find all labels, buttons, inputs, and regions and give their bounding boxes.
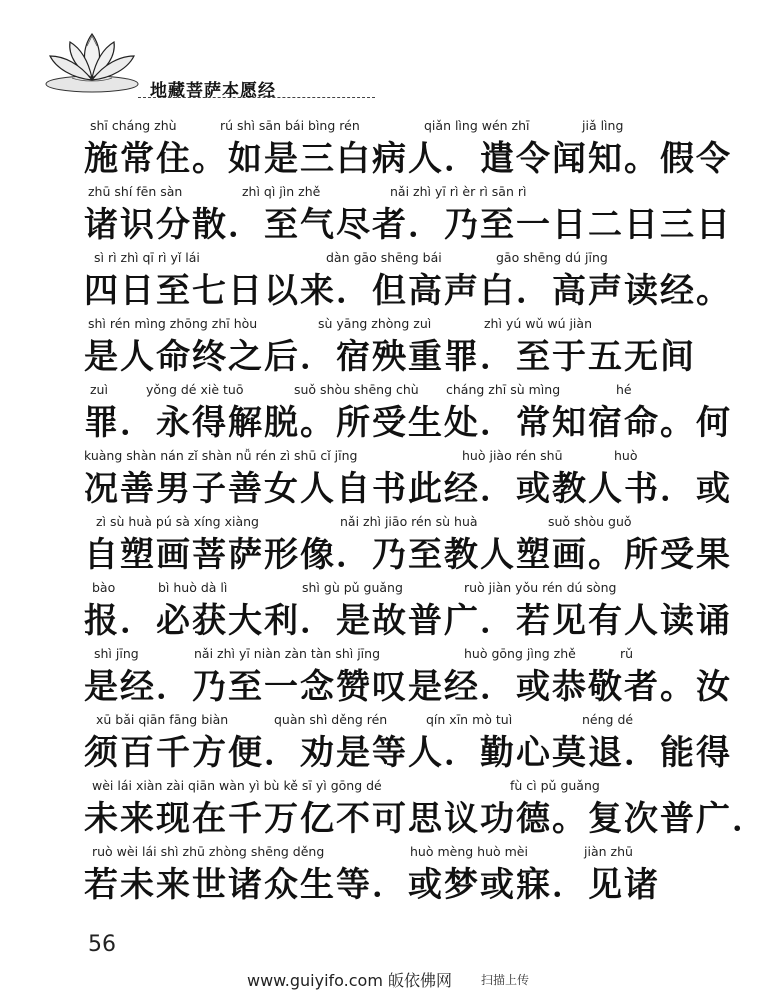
pinyin-group: zhū shí fēn sàn: [88, 184, 183, 199]
scripture-text: 未来现在千万亿不可思议功德。复次普广．: [84, 799, 768, 839]
pinyin-row: [84, 118, 644, 136]
pinyin-group: qín xīn mò tuì: [426, 712, 513, 727]
page-number: 56: [88, 932, 116, 957]
pinyin-group: bì huò dà lì: [158, 580, 228, 595]
scripture-text: 况善男子善女人自书此经．或教人书．或: [84, 469, 732, 509]
lotus-icon: [42, 26, 142, 96]
pinyin-group: nǎi zhì yī rì èr rì sān rì: [390, 184, 527, 199]
pinyin-row: [84, 712, 644, 730]
scripture-text: 是经．乃至一念赞叹是经．或恭敬者。汝: [84, 667, 732, 707]
scripture-text: 自塑画菩萨形像．乃至教人塑画。所受果: [84, 535, 732, 575]
pinyin-row: [84, 646, 644, 664]
pinyin-row: [84, 316, 644, 334]
pinyin-row: [84, 250, 644, 268]
scripture-text: 是人命终之后．宿殃重罪．至于五无间: [84, 337, 696, 377]
pinyin-group: zhì yú wǔ wú jiàn: [484, 316, 592, 331]
pinyin-row: [84, 580, 644, 598]
pinyin-group: ruò wèi lái shì zhū zhòng shēng děng: [92, 844, 325, 859]
text-line-7: [84, 514, 732, 580]
pinyin-group: suǒ shòu guǒ: [548, 514, 632, 529]
text-line-5: [84, 382, 732, 448]
pinyin-group: rǔ: [620, 646, 634, 661]
text-line-4: [84, 316, 696, 382]
pinyin-row: [84, 448, 644, 466]
pinyin-group: ruò jiàn yǒu rén dú sòng: [464, 580, 617, 595]
pinyin-group: kuàng shàn nán zǐ shàn nǚ rén zì shū cǐ jīng: [84, 448, 358, 463]
pinyin-group: shì gù pǔ guǎng: [302, 580, 403, 595]
pinyin-group: nǎi zhì yī niàn zàn tàn shì jīng: [194, 646, 381, 661]
pinyin-group: dàn gāo shēng bái: [326, 250, 442, 265]
pinyin-group: nǎi zhì jiāo rén sù huà: [340, 514, 478, 529]
text-line-2: [84, 184, 732, 250]
pinyin-group: hé: [616, 382, 632, 397]
scripture-text: 报．必获大利．是故普广．若见有人读诵: [84, 601, 732, 641]
pinyin-group: gāo shēng dú jīng: [496, 250, 608, 265]
text-line-6: [84, 448, 732, 514]
pinyin-group: suǒ shòu shēng chù: [294, 382, 419, 397]
scripture-text: 若未来世诸众生等．或梦或寐．见诸: [84, 865, 660, 905]
footer-website: www.guiyifo.com 皈依佛网: [247, 971, 453, 990]
scripture-text: 施常住。如是三白病人．遣令闻知。假令: [84, 139, 732, 179]
pinyin-group: néng dé: [582, 712, 634, 727]
pinyin-group: sù yāng zhòng zuì: [318, 316, 432, 331]
pinyin-group: zì sù huà pú sà xíng xiàng: [96, 514, 259, 529]
pinyin-group: bào: [92, 580, 116, 595]
text-line-9: [84, 646, 732, 712]
pinyin-group: rú shì sān bái bìng rén: [220, 118, 360, 133]
pinyin-group: qiǎn lìng wén zhī: [424, 118, 530, 133]
footer-note: 扫描上传: [481, 973, 530, 987]
text-line-11: [84, 778, 768, 844]
pinyin-group: sì rì zhì qī rì yǐ lái: [94, 250, 200, 265]
pinyin-group: huò: [614, 448, 638, 463]
text-line-8: [84, 580, 732, 646]
scripture-text: 须百千方便．劝是等人．勤心莫退．能得: [84, 733, 732, 773]
text-line-10: [84, 712, 732, 778]
pinyin-group: shī cháng zhù: [90, 118, 177, 133]
text-line-3: [84, 250, 732, 316]
pinyin-group: jiǎ lìng: [582, 118, 624, 133]
pinyin-row: [84, 844, 644, 862]
pinyin-group: zhì qì jìn zhě: [242, 184, 321, 199]
title-divider: [138, 97, 375, 98]
pinyin-group: jiàn zhū: [584, 844, 633, 859]
pinyin-group: quàn shì děng rén: [274, 712, 388, 727]
pinyin-group: huò jiào rén shū: [462, 448, 563, 463]
pinyin-group: fù cì pǔ guǎng: [510, 778, 600, 793]
pinyin-group: cháng zhī sù mìng: [446, 382, 561, 397]
pinyin-group: huò gōng jìng zhě: [464, 646, 576, 661]
pinyin-group: wèi lái xiàn zài qiān wàn yì bù kě sī yì gōng dé: [92, 778, 382, 793]
pinyin-group: shì rén mìng zhōng zhī hòu: [88, 316, 258, 331]
scripture-text: 罪．永得解脱。所受生处．常知宿命。何: [84, 403, 732, 443]
pinyin-group: shì jīng: [94, 646, 139, 661]
pinyin-row: [84, 778, 644, 796]
pinyin-group: zuì: [90, 382, 108, 397]
book-title: 地藏菩萨本愿经: [150, 81, 276, 101]
pinyin-group: huò mèng huò mèi: [410, 844, 528, 859]
pinyin-group: xū bǎi qiān fāng biàn: [96, 712, 229, 727]
pinyin-group: yǒng dé xiè tuō: [146, 382, 244, 397]
text-line-1: [84, 118, 732, 184]
scripture-text: 四日至七日以来．但高声白．高声读经。: [84, 271, 732, 311]
text-line-12: [84, 844, 660, 910]
pinyin-row: [84, 184, 644, 202]
pinyin-row: [84, 382, 644, 400]
scripture-text: 诸识分散．至气尽者．乃至一日二日三日: [84, 205, 732, 245]
pinyin-row: [84, 514, 644, 532]
